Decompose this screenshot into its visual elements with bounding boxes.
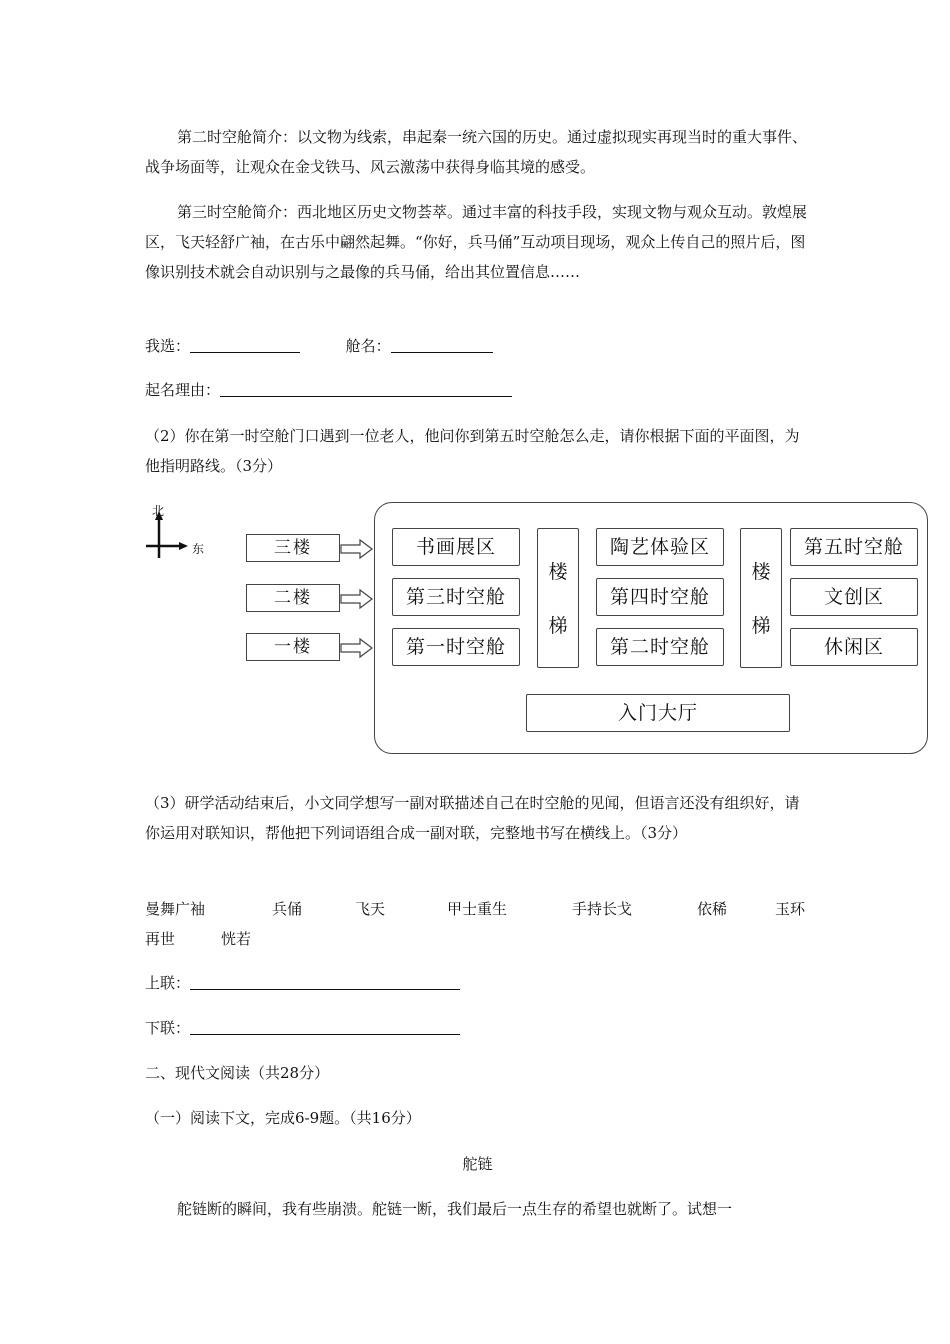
room-calligraphy-exhibit: 书画展区 bbox=[392, 528, 520, 566]
compass-north-label: 北 bbox=[152, 504, 165, 518]
room-fifth-capsule: 第五时空舱 bbox=[790, 528, 918, 566]
room-fourth-capsule: 第四时空舱 bbox=[596, 578, 724, 616]
article-first-paragraph: 舵链断的瞬间，我有些崩溃。舵链一断，我们最后一点生存的希望也就断了。试想一 bbox=[177, 1200, 733, 1218]
section-2-heading: 二、现代文阅读（共28分） bbox=[145, 1064, 330, 1082]
word-item: 再世 bbox=[145, 930, 176, 948]
reason-label: 起名理由： bbox=[145, 381, 221, 399]
lower-couplet-line bbox=[145, 1013, 460, 1043]
room-second-capsule: 第二时空舱 bbox=[596, 628, 724, 666]
room-entrance-lobby: 入门大厅 bbox=[526, 694, 790, 732]
intro-third-paragraph: 第三时空舱简介：西北地区历史文物荟萃。通过丰富的科技手段，实现文物与观众互动。敦煌展区，飞天轻舒广袖，在古乐中翩然起舞。“你好，兵马俑”互动项目现场，观众上传自己的照片后，图像识别技术就会自动识别与之最像的兵马俑，给出其位置信息…… bbox=[145, 203, 808, 281]
arrow-floor-3-icon bbox=[340, 538, 374, 560]
upper-couplet-blank[interactable] bbox=[190, 969, 460, 990]
upper-couplet-line bbox=[145, 968, 460, 998]
arrow-floor-2-icon bbox=[340, 588, 374, 610]
floor-plan-diagram bbox=[140, 500, 940, 760]
stairs-right-char-top: 楼 bbox=[751, 561, 771, 583]
reason-line bbox=[145, 375, 512, 405]
room-leisure-area: 休闲区 bbox=[790, 628, 918, 666]
word-item: 甲士重生 bbox=[447, 900, 508, 918]
name-label: 舱名： bbox=[345, 337, 391, 355]
word-item: 手持长戈 bbox=[572, 900, 633, 918]
room-first-capsule: 第一时空舱 bbox=[392, 628, 520, 666]
word-item: 兵俑 bbox=[272, 900, 303, 918]
name-blank[interactable] bbox=[391, 332, 493, 353]
question-2-text: （2）你在第一时空舱门口遇到一位老人，他问你到第五时空舱怎么走，请你根据下面的平面图，为他指明路线。（3分） bbox=[145, 427, 800, 475]
arrow-floor-1-icon bbox=[340, 637, 374, 659]
upper-couplet-label: 上联： bbox=[145, 974, 191, 992]
word-item: 恍若 bbox=[221, 930, 252, 948]
reason-blank[interactable] bbox=[220, 376, 512, 397]
word-item: 曼舞广袖 bbox=[145, 900, 206, 918]
lower-couplet-blank[interactable] bbox=[190, 1014, 460, 1035]
stairs-right bbox=[740, 528, 782, 668]
choose-line bbox=[145, 331, 493, 361]
floor-label-2: 二楼 bbox=[246, 584, 340, 612]
choose-blank[interactable] bbox=[190, 332, 300, 353]
lower-couplet-label: 下联： bbox=[145, 1019, 191, 1037]
word-item: 飞天 bbox=[355, 900, 386, 918]
intro-second-paragraph: 第二时空舱简介：以文物为线索，串起秦一统六国的历史。通过虚拟现实再现当时的重大事件、战争场面等，让观众在金戈铁马、风云激荡中获得身临其境的感受。 bbox=[145, 128, 808, 176]
stairs-left bbox=[537, 528, 579, 668]
article-title: 舵链 bbox=[462, 1155, 493, 1173]
section-2-subheading: （一）阅读下文，完成6-9题。（共16分） bbox=[145, 1109, 421, 1127]
room-third-capsule: 第三时空舱 bbox=[392, 578, 520, 616]
choose-label: 我选： bbox=[145, 337, 191, 355]
question-3-text: （3）研学活动结束后，小文同学想写一副对联描述自己在时空舱的见闻，但语言还没有组织好，请你运用对联知识，帮他把下列词语组合成一副对联，完整地书写在横线上。（3分） bbox=[145, 794, 800, 842]
compass-east-label: 东 bbox=[192, 542, 205, 556]
stairs-right-char-bottom: 梯 bbox=[751, 615, 771, 637]
word-item: 依稀 bbox=[697, 900, 728, 918]
floor-label-1: 一楼 bbox=[246, 633, 340, 661]
room-cultural-creative: 文创区 bbox=[790, 578, 918, 616]
floor-label-3: 三楼 bbox=[246, 534, 340, 562]
stairs-left-char-bottom: 梯 bbox=[548, 615, 568, 637]
room-pottery-experience: 陶艺体验区 bbox=[596, 528, 724, 566]
stairs-left-char-top: 楼 bbox=[548, 561, 568, 583]
word-item: 玉环 bbox=[775, 900, 806, 918]
